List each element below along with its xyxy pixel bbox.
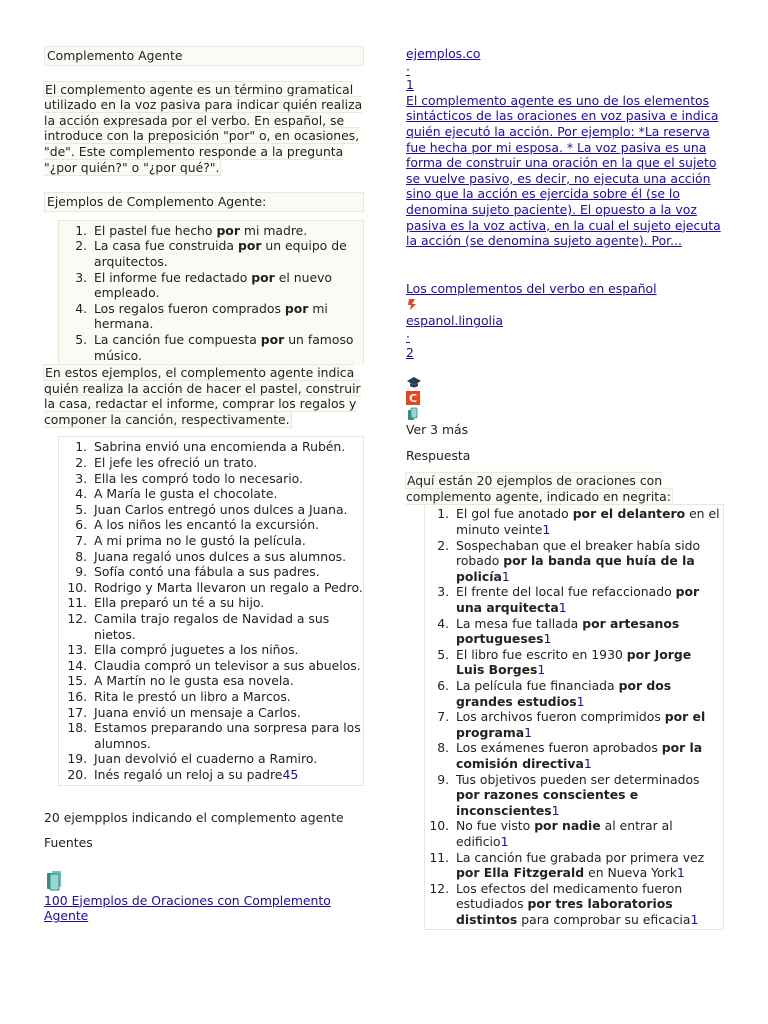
sentence-item: 5. Juan Carlos entregó unos dulces a Juana. — [91, 502, 363, 518]
citation-link[interactable]: 1 — [501, 568, 510, 584]
sentence-item: 6. A los niños les encantó la excursión. — [91, 517, 363, 533]
answer-item: 1. El gol fue anotado por el delantero en el minuto veinte1 — [453, 506, 723, 537]
citation-link[interactable]: 1 — [676, 865, 685, 881]
query-text: 20 ejempplos indicando el complemento agente — [44, 809, 344, 825]
examples-heading: Ejemplos de Complemento Agente: — [44, 192, 364, 212]
source-domain-link[interactable]: ejemplos.co — [406, 46, 481, 61]
answer-intro: Aquí están 20 ejemplos de oraciones con complemento agente, indicado en negrita: — [406, 473, 671, 504]
answer-item: 7. Los archivos fueron comprimidos por el programa1 — [453, 709, 723, 740]
intro-paragraph: El complemento agente es un término gramatical utilizado en la voz pasiva para indicar quién realiza la acción expresada por el verbo. En español, se introduce con la preposición "por" o, en ocasiones, "de". Este complemento responde a la pregunta "¿por quién?" o "¿por qué?". — [44, 81, 363, 175]
sentence-item: 19. Juan devolvió el cuaderno a Ramiro. — [91, 751, 363, 767]
answer-item: 2. Sospechaban que el breaker había sido robado por la banda que huía de la policía1 — [453, 538, 723, 585]
sentence-item: 2. El jefe les ofreció un trato. — [91, 455, 363, 471]
explanation-paragraph: En estos ejemplos, el complemento agente indica quién realiza la acción de hacer el pastel, construir la casa, redactar el informe, comprar los regalos y componer la canción, respectivamente. — [44, 365, 361, 427]
sentence-item: 17. Juana envió un mensaje a Carlos. — [91, 705, 363, 721]
example-item: 2. La casa fue construida por un equipo de arquitectos. — [91, 238, 359, 269]
sentence-item: 14. Claudia compró un televisor a sus abuelos. — [91, 658, 363, 674]
answer-item: 9. Tus objetivos pueden ser determinados por razones conscientes e inconscientes1 — [453, 772, 723, 819]
source-separator[interactable]: · — [406, 328, 410, 344]
source-domain-link[interactable]: espanol.lingolia — [406, 313, 504, 329]
book-stack-icon — [406, 407, 419, 420]
examples-list — [59, 223, 359, 363]
citation-link[interactable]: 45 — [282, 766, 299, 782]
citation-link[interactable]: 1 — [542, 522, 551, 538]
example-item: 1. El pastel fue hecho por mi madre. — [91, 223, 359, 239]
sentence-item: 1. Sabrina envió una encomienda a Rubén. — [91, 439, 363, 455]
citation-link[interactable]: 1 — [500, 833, 509, 849]
sentence-item: 11. Ella preparó un té a su hijo. — [91, 595, 363, 611]
citation-link[interactable]: 1 — [690, 911, 699, 927]
source-separator[interactable]: · — [406, 61, 410, 77]
sentences-list — [59, 439, 363, 782]
answers-list — [425, 506, 723, 927]
source-link-ejemplos[interactable]: 100 Ejemplos de Oraciones con Complemento Agente — [44, 892, 331, 924]
sentence-item: 15. A Martín no le gusta esa novela. — [91, 673, 363, 689]
sentence-item: 12. Camila trajo regalos de Navidad a sus nietos. — [91, 611, 363, 642]
source-snippet-link[interactable]: El complemento agente es uno de los elementos sintácticos de las oraciones en voz pasiva e indica quién ejecutó la acción. Por ejemplo: *La reserva fue hecha por mi esposa. * La voz pasiva es una forma de construir una oración en la que el sujeto se vuelve pasivo, es decir, no ejecuta una acción sino que la acción es ejercida sobre él (se lo denomina sujeto paciente). El opuesto a la voz pasiva es la voz activa, en la cual el sujeto ejecuta la acción (se denomina sujeto agente). Por... — [406, 92, 721, 249]
citation-link[interactable]: 1 — [558, 600, 567, 616]
sentence-item: 16. Rita le prestó un libro a Marcos. — [91, 689, 363, 705]
answer-item: 4. La mesa fue tallada por artesanos portugueses1 — [453, 616, 723, 647]
right-column — [406, 46, 724, 930]
sentence-item: 20. Inés regaló un reloj a su padre45 — [91, 767, 363, 783]
example-item: 5. La canción fue compuesta por un famoso músico. — [91, 332, 359, 363]
answer-item: 6. La película fue financiada por dos grandes estudios1 — [453, 678, 723, 709]
sentence-item: 4. A María le gusta el chocolate. — [91, 486, 363, 502]
fuentes-label: Fuentes — [44, 835, 93, 851]
answer-item: 8. Los exámenes fueron aprobados por la comisión directiva1 — [453, 740, 723, 771]
citation-link[interactable]: 1 — [551, 802, 560, 818]
sentence-item: 9. Sofía contó una fábula a sus padres. — [91, 564, 363, 580]
section-heading: Complemento Agente — [44, 46, 364, 66]
sentence-item: 8. Juana regaló unos dulces a sus alumnos. — [91, 549, 363, 565]
example-item: 3. El informe fue redactado por el nuevo empleado. — [91, 270, 359, 301]
answer-item: 12. Los efectos del medicamento fueron estudiados por tres laboratorios distintos para comprobar su eficacia1 — [453, 881, 723, 928]
sentence-item: 7. A mi prima no le gustó la película. — [91, 533, 363, 549]
book-stack-icon — [44, 869, 64, 891]
examples-list-box — [58, 220, 364, 365]
citation-link[interactable]: 1 — [537, 662, 546, 678]
citation-link[interactable]: 1 — [583, 755, 592, 771]
svg-text:C: C — [408, 392, 418, 406]
c-logo-icon — [406, 391, 420, 405]
example-item: 4. Los regalos fueron comprados por mi hermana. — [91, 301, 359, 332]
answer-item: 10. No fue visto por nadie al entrar al edificio1 — [453, 818, 723, 849]
sentence-item: 10. Rodrigo y Marta llevaron un regalo a Pedro. — [91, 580, 363, 596]
answers-list-box — [424, 504, 724, 929]
left-column — [44, 46, 364, 924]
answer-item: 11. La canción fue grabada por primera vez por Ella Fitzgerald en Nueva York1 — [453, 850, 723, 881]
answer-item: 3. El frente del local fue refaccionado por una arquitecta1 — [453, 584, 723, 615]
source-title-link[interactable]: Los complementos del verbo en español — [406, 280, 657, 296]
more-sources-button[interactable]: Ver 3 más — [406, 422, 469, 438]
citation-link[interactable]: 1 — [543, 631, 552, 647]
answer-item: 5. El libro fue escrito en 1930 por Jorge Luis Borges1 — [453, 647, 723, 678]
source-number-link[interactable]: 2 — [406, 344, 414, 360]
sentences-list-box — [58, 436, 364, 785]
sentence-item: 13. Ella compró juguetes a los niños. — [91, 642, 363, 658]
source-number-link[interactable]: 1 — [406, 77, 414, 93]
citation-link[interactable]: 1 — [576, 693, 585, 709]
respuesta-label: Respuesta — [406, 447, 471, 463]
sentence-item: 18. Estamos preparando una sorpresa para los alumnos. — [91, 720, 363, 751]
sentence-item: 3. Ella les compró todo lo necesario. — [91, 471, 363, 487]
bookmark-icon — [406, 298, 419, 311]
citation-link[interactable]: 1 — [524, 724, 532, 740]
graduation-cap-icon — [406, 376, 422, 389]
